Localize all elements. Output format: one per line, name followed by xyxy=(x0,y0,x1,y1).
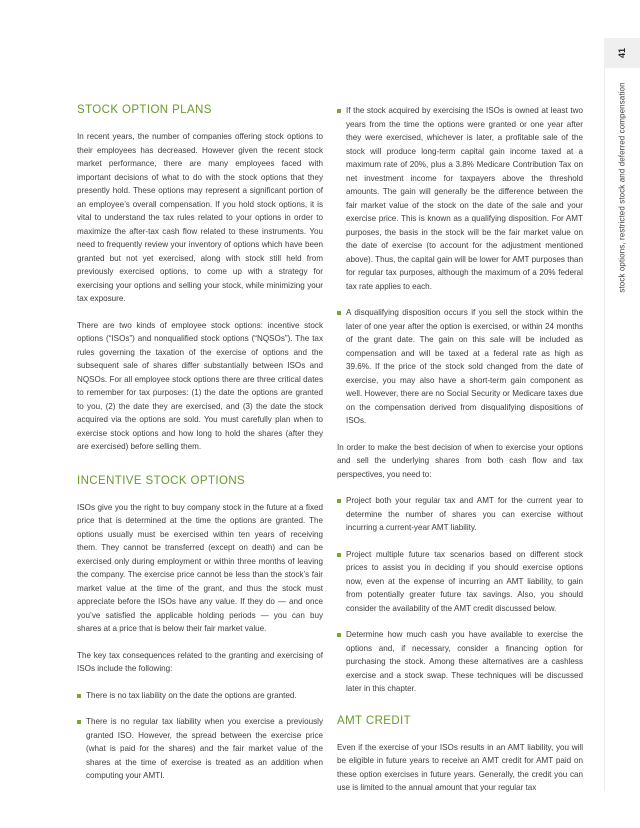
paragraph: ISOs give you the right to buy company stock in the future at a fixed price that is determined at the time the options are granted. The options usually must be exercised within ten years of receiving them. They cannot be transferred (except on death) and can be exercised only during employment or within three months of leaving the company. The exercise price cannot be less than the stock’s fair market value at the time of the grant, and thus the stock must appreciate before the ISOs have any value. If they do — and once you’ve satisfied the applicable holding periods — you can buy shares at a price that is below their fair market value. xyxy=(77,502,323,633)
chapter-label xyxy=(608,80,636,295)
list-item xyxy=(337,306,583,428)
bullet-icon xyxy=(337,499,341,503)
page-number: 41 xyxy=(616,47,627,59)
list-item-text: Project both your regular tax and AMT for the current year to determine the number of shares you can exercise without incurring a current-year AMT liability. xyxy=(346,496,583,532)
list-item-text: Project multiple future tax scenarios based on different stock prices to assist you in deciding if you should exercise options now, even at the expense of incurring an AMT liability, to gain from potentially greater future tax savings. Also, you should consider the availability of the AMT credit discussed below. xyxy=(346,549,583,613)
list-item xyxy=(77,715,323,783)
bullet-icon xyxy=(337,311,341,315)
bullet-list xyxy=(337,104,583,428)
paragraph: The key tax consequences related to the granting and exercising of ISOs include the following: xyxy=(77,650,323,673)
list-item-text: There is no tax liability on the date the options are granted. xyxy=(86,690,297,700)
bullet-icon xyxy=(337,633,341,637)
list-item xyxy=(337,494,583,535)
left-column xyxy=(77,103,323,796)
bullet-icon xyxy=(337,553,341,557)
list-item xyxy=(337,548,583,616)
bullet-icon xyxy=(77,694,81,698)
paragraph: There are two kinds of employee stock options: incentive stock options (“ISOs”) and nonqualified stock options (“NQSOs”). The tax rules governing the taxation of the exercise of options and the subsequent sale of shares differ substantially between ISOs and NQSOs. For all employee stock options there are three critical dates to remember for tax purposes: (1) the date the options are granted to you, (2) the date they are exercised, and (3) the date the stock acquired via the options are sold. You must carefully plan when to exercise stock options and how long to hold the shares (after they are exercised) before selling them. xyxy=(77,320,323,451)
bullet-list xyxy=(337,494,583,696)
list-item xyxy=(77,689,323,703)
list-item-text: If the stock acquired by exercising the ISOs is owned at least two years from the time the options were granted or one year after they were exercised, whichever is later, a profitable sale of the stock will produce long-term capital gain income taxed at a maximum rate of 20%, plus a 3.8% Medicare Contribution Tax on net investment income for taxpayers above the threshold amounts. The gain will generally be the difference between the fair market value of the stock on the date of the sale and your exercise price. This is known as a qualifying disposition. For AMT purposes, the basis in the stock will be the fair market value on the date of exercise (to account for the adjustment mentioned above). Thus, the capital gain will be lower for AMT purposes than for regular tax purposes, although the maximum of a 20% federal tax rate applies to each. xyxy=(346,106,583,291)
paragraph: Even if the exercise of your ISOs results in an AMT liability, you will be eligible in future years to receive an AMT credit for AMT paid on these option exercises in future years. Generally, the credit you can use is limited to the annual amount that your regular tax xyxy=(337,742,583,792)
list-item-text: Determine how much cash you have available to exercise the options and, if necessary, consider a financing option for purchasing the stock. Among these alternatives are a cashless exercise and a stock swap. These techniques will be discussed later in this chapter. xyxy=(346,630,583,693)
bullet-list xyxy=(77,689,323,783)
list-item-text: A disqualifying disposition occurs if you sell the stock within the later of one year after the option is exercised, or within 24 months of the grant date. The gain on this sale will be included as compensation and will be taxed at a federal rate as high as 39.6%. If the price of the stock sold changed from the date of exercise, you may also have a short-term gain component as well. However, there are no Social Security or Medicare taxes due on the compensation derived from disqualifying dispositions of ISOs. xyxy=(346,308,583,425)
paragraph: In order to make the best decision of when to exercise your options and sell the underlying shares from both cash flow and tax perspectives, you need to: xyxy=(337,442,583,479)
heading-incentive-stock-options: INCENTIVE STOCK OPTIONS xyxy=(77,474,246,487)
bullet-icon xyxy=(77,720,81,724)
list-item xyxy=(337,104,583,293)
paragraph: In recent years, the number of companies offering stock options to their employees has decreased. However given the recent stock market performance, there are many employees faced with important decisions of what to do with the stock options that they presently hold. These options may represent a significant portion of an employee’s overall compensation. If you hold stock options, it is vital to understand the tax rules related to your options in order to maximize the after-tax cash flow related to these instruments. You need to frequently review your inventory of options which have been granted but not yet exercised, along with stock still held from previously exercised options, to come up with a strategy for exercising your options and selling your stock, while minimizing your tax exposure. xyxy=(77,132,323,303)
page-number-tab xyxy=(604,38,640,68)
list-item xyxy=(337,628,583,696)
chapter-label-text: stock options, restricted stock and deferred compensation xyxy=(617,82,627,293)
heading-stock-option-plans: STOCK OPTION PLANS xyxy=(77,104,212,116)
list-item-text: There is no regular tax liability when you exercise a previously granted ISO. However, the spread between the exercise price (what is paid for the shares) and the fair market value of the shares at the time of exercise is treated as an addition when computing your AMTI. xyxy=(86,717,323,780)
heading-amt-credit: AMT CREDIT xyxy=(337,714,412,727)
bullet-icon xyxy=(337,109,341,113)
right-column xyxy=(337,104,583,808)
